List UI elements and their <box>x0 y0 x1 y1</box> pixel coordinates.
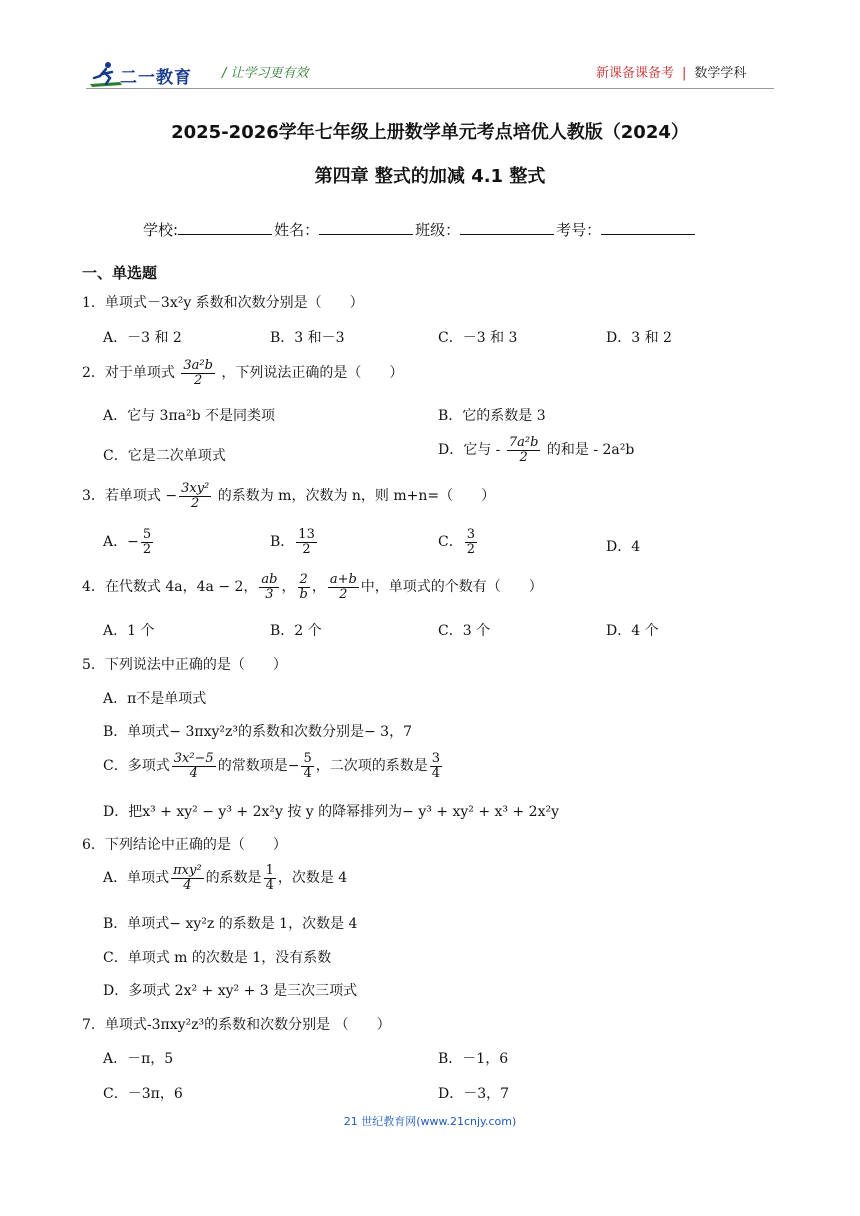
q3c-pre: C． <box>438 534 463 551</box>
q5c-mid: 的常数项是− <box>217 758 300 775</box>
q4f3-den: 2 <box>339 586 348 602</box>
q1-option-c: C．－3 和 3 <box>438 330 518 346</box>
q6a-mid: 的系数是 <box>205 870 262 887</box>
q5-option-b: B．单项式− 3πxy²z³的系数和次数分别是− 3，7 <box>103 724 412 740</box>
q4f1-num: ab <box>261 572 278 587</box>
q5-option-d: D．把x³ + xy² − y³ + 2x²y 按 y 的降幂排列为− y³ + xy² + x³ + 2x²y <box>103 804 559 820</box>
logo-text: 二一教育 <box>120 68 192 88</box>
q3b-pre: B． <box>270 534 295 551</box>
q5-option-a: A．π不是单项式 <box>103 691 207 707</box>
q5c-fraction-3 <box>430 752 442 780</box>
q4-fraction-3 <box>328 573 359 601</box>
q6-option-d: D．多项式 2x² + xy² + 3 是三次三项式 <box>103 983 358 999</box>
q4-option-a: A．1 个 <box>103 623 155 639</box>
slogan: / 让学习更有效 <box>222 66 309 81</box>
q6-option-b: B．单项式− xy²z 的系数是 1，次数是 4 <box>103 916 358 932</box>
exam-no-label: 考号： <box>556 221 602 239</box>
q4-fraction-1 <box>259 573 279 601</box>
q3-option-d: D．4 <box>606 539 641 555</box>
q2d-frac-den: 2 <box>519 449 528 465</box>
question-1-stem: 1．单项式－3x²y 系数和次数分别是（ ） <box>82 295 364 311</box>
q5c-num1: 3x²−5 <box>173 751 214 766</box>
q3a-fraction <box>141 528 153 556</box>
header-separator: | <box>682 66 687 81</box>
q4-sep2: ， <box>311 579 326 596</box>
q3a-num: 5 <box>142 527 152 542</box>
q6a-num1: πxy² <box>173 863 202 878</box>
q2-option-c: C．它是二次单项式 <box>103 448 226 464</box>
q3-fraction <box>179 482 211 510</box>
question-5-stem: 5．下列说法中正确的是（ ） <box>82 657 287 673</box>
q5c-den3: 4 <box>431 765 440 781</box>
q5-option-c <box>103 752 444 780</box>
q2-frac-num: 3a²b <box>183 358 213 373</box>
q5c-mid2: ，二次项的系数是 <box>315 758 428 775</box>
q6a-fraction-1 <box>171 864 203 892</box>
q6a-den1: 4 <box>183 877 192 893</box>
q3b-fraction <box>296 528 317 556</box>
q3-frac-num: 3xy² <box>181 481 210 496</box>
q4-pre: 4．在代数式 4a，4a − 2， <box>82 579 258 596</box>
q3a-pre: A．− <box>103 534 139 551</box>
q1-option-b: B．3 和－3 <box>270 330 345 346</box>
q4f2-den: b <box>299 586 308 602</box>
q7-option-b: B．－1，6 <box>438 1051 509 1067</box>
q6a-post: ，次数是 4 <box>277 870 348 887</box>
header-divider <box>86 88 774 89</box>
q4-option-c: C．3 个 <box>438 623 491 639</box>
q2-post: ，下列说法正确的是（ ） <box>221 365 404 382</box>
q2d-fraction <box>507 436 541 464</box>
question-6-stem: 6．下列结论中正确的是（ ） <box>82 837 287 853</box>
q3c-num: 3 <box>466 527 475 542</box>
q2-frac-den: 2 <box>194 372 203 388</box>
q2d-pre: D．它与 - <box>438 442 501 459</box>
q5c-pre: C．多项式 <box>103 758 170 775</box>
q6-option-a <box>103 864 347 892</box>
student-info <box>143 219 697 240</box>
q3-option-b <box>270 528 319 556</box>
q4-post: 中，单项式的个数有（ ） <box>360 579 543 596</box>
q4f1-den: 3 <box>265 586 274 602</box>
q3-option-a <box>103 528 155 556</box>
question-7-stem: 7．单项式-3πxy²z³的系数和次数分别是 （ ） <box>82 1017 391 1033</box>
question-4-stem <box>82 573 543 601</box>
q6a-pre: A．单项式 <box>103 870 170 887</box>
q4f2-num: 2 <box>299 572 308 587</box>
header-right <box>596 62 746 81</box>
question-2-stem <box>82 359 403 387</box>
q1-option-a: A．－3 和 2 <box>103 330 182 346</box>
q1-option-d: D．3 和 2 <box>606 330 672 346</box>
q5c-num3: 3 <box>431 751 440 766</box>
footer-link[interactable]: 21 世纪教育网(www.21cnjy.com) <box>343 1115 517 1128</box>
q3a-den: 2 <box>142 541 152 557</box>
q2d-frac-num: 7a²b <box>508 435 539 450</box>
page-title: 2025-2026学年七年级上册数学单元考点培优人教版（2024） <box>171 122 689 143</box>
header-subject: 数学学科 <box>694 66 747 81</box>
q7-option-c: C．－3π，6 <box>103 1086 183 1102</box>
q2-pre: 2．对于单项式 <box>82 365 175 382</box>
q5c-num2: 5 <box>303 751 312 766</box>
q5c-fraction-2 <box>301 752 313 780</box>
q4-option-d: D．4 个 <box>606 623 659 639</box>
q2-fraction <box>181 359 215 387</box>
q3-pre: 3．若单项式 − <box>82 488 178 505</box>
q6a-fraction-2 <box>264 864 276 892</box>
section-title: 一、单选题 <box>82 264 158 282</box>
q6a-num2: 1 <box>265 863 274 878</box>
class-field[interactable] <box>460 220 554 235</box>
q7-option-a: A．－π，5 <box>103 1051 174 1067</box>
q5c-fraction-1 <box>172 752 216 780</box>
q3b-den: 2 <box>302 541 311 557</box>
q2-option-b: B．它的系数是 3 <box>438 408 546 424</box>
q3-post: 的系数为 m，次数为 n，则 m+n=（ ） <box>217 488 496 505</box>
q3c-fraction <box>465 528 477 556</box>
q6a-den2: 4 <box>265 877 274 893</box>
page-subtitle: 第四章 整式的加减 4.1 整式 <box>314 166 546 187</box>
q4-fraction-2 <box>297 573 309 601</box>
q2d-post: 的和是 - 2a²b <box>546 442 635 459</box>
q6-option-c: C．单项式 m 的次数是 1，没有系数 <box>103 950 332 966</box>
q3b-num: 13 <box>298 527 315 542</box>
q2-option-d <box>438 436 634 464</box>
class-label: 班级： <box>415 221 461 239</box>
q3c-den: 2 <box>466 541 475 557</box>
name-label: 姓名： <box>274 221 320 239</box>
q5c-den1: 4 <box>189 765 198 781</box>
question-3-stem <box>82 482 495 510</box>
q4-option-b: B．2 个 <box>270 623 322 639</box>
q7-option-d: D．－3，7 <box>438 1086 510 1102</box>
q4f3-num: a+b <box>329 572 357 587</box>
q2-option-a: A．它与 3πa²b 不是同类项 <box>103 408 276 424</box>
q3-option-c <box>438 528 479 556</box>
q3-frac-den: 2 <box>191 495 200 511</box>
name-field[interactable] <box>319 220 413 235</box>
exam-no-field[interactable] <box>601 220 695 235</box>
header-label: 新课备课备考 <box>596 66 675 81</box>
q5c-den2: 4 <box>303 765 312 781</box>
q4-sep1: ， <box>281 579 296 596</box>
school-field[interactable] <box>178 220 272 235</box>
school-label: 学校: <box>143 221 179 239</box>
